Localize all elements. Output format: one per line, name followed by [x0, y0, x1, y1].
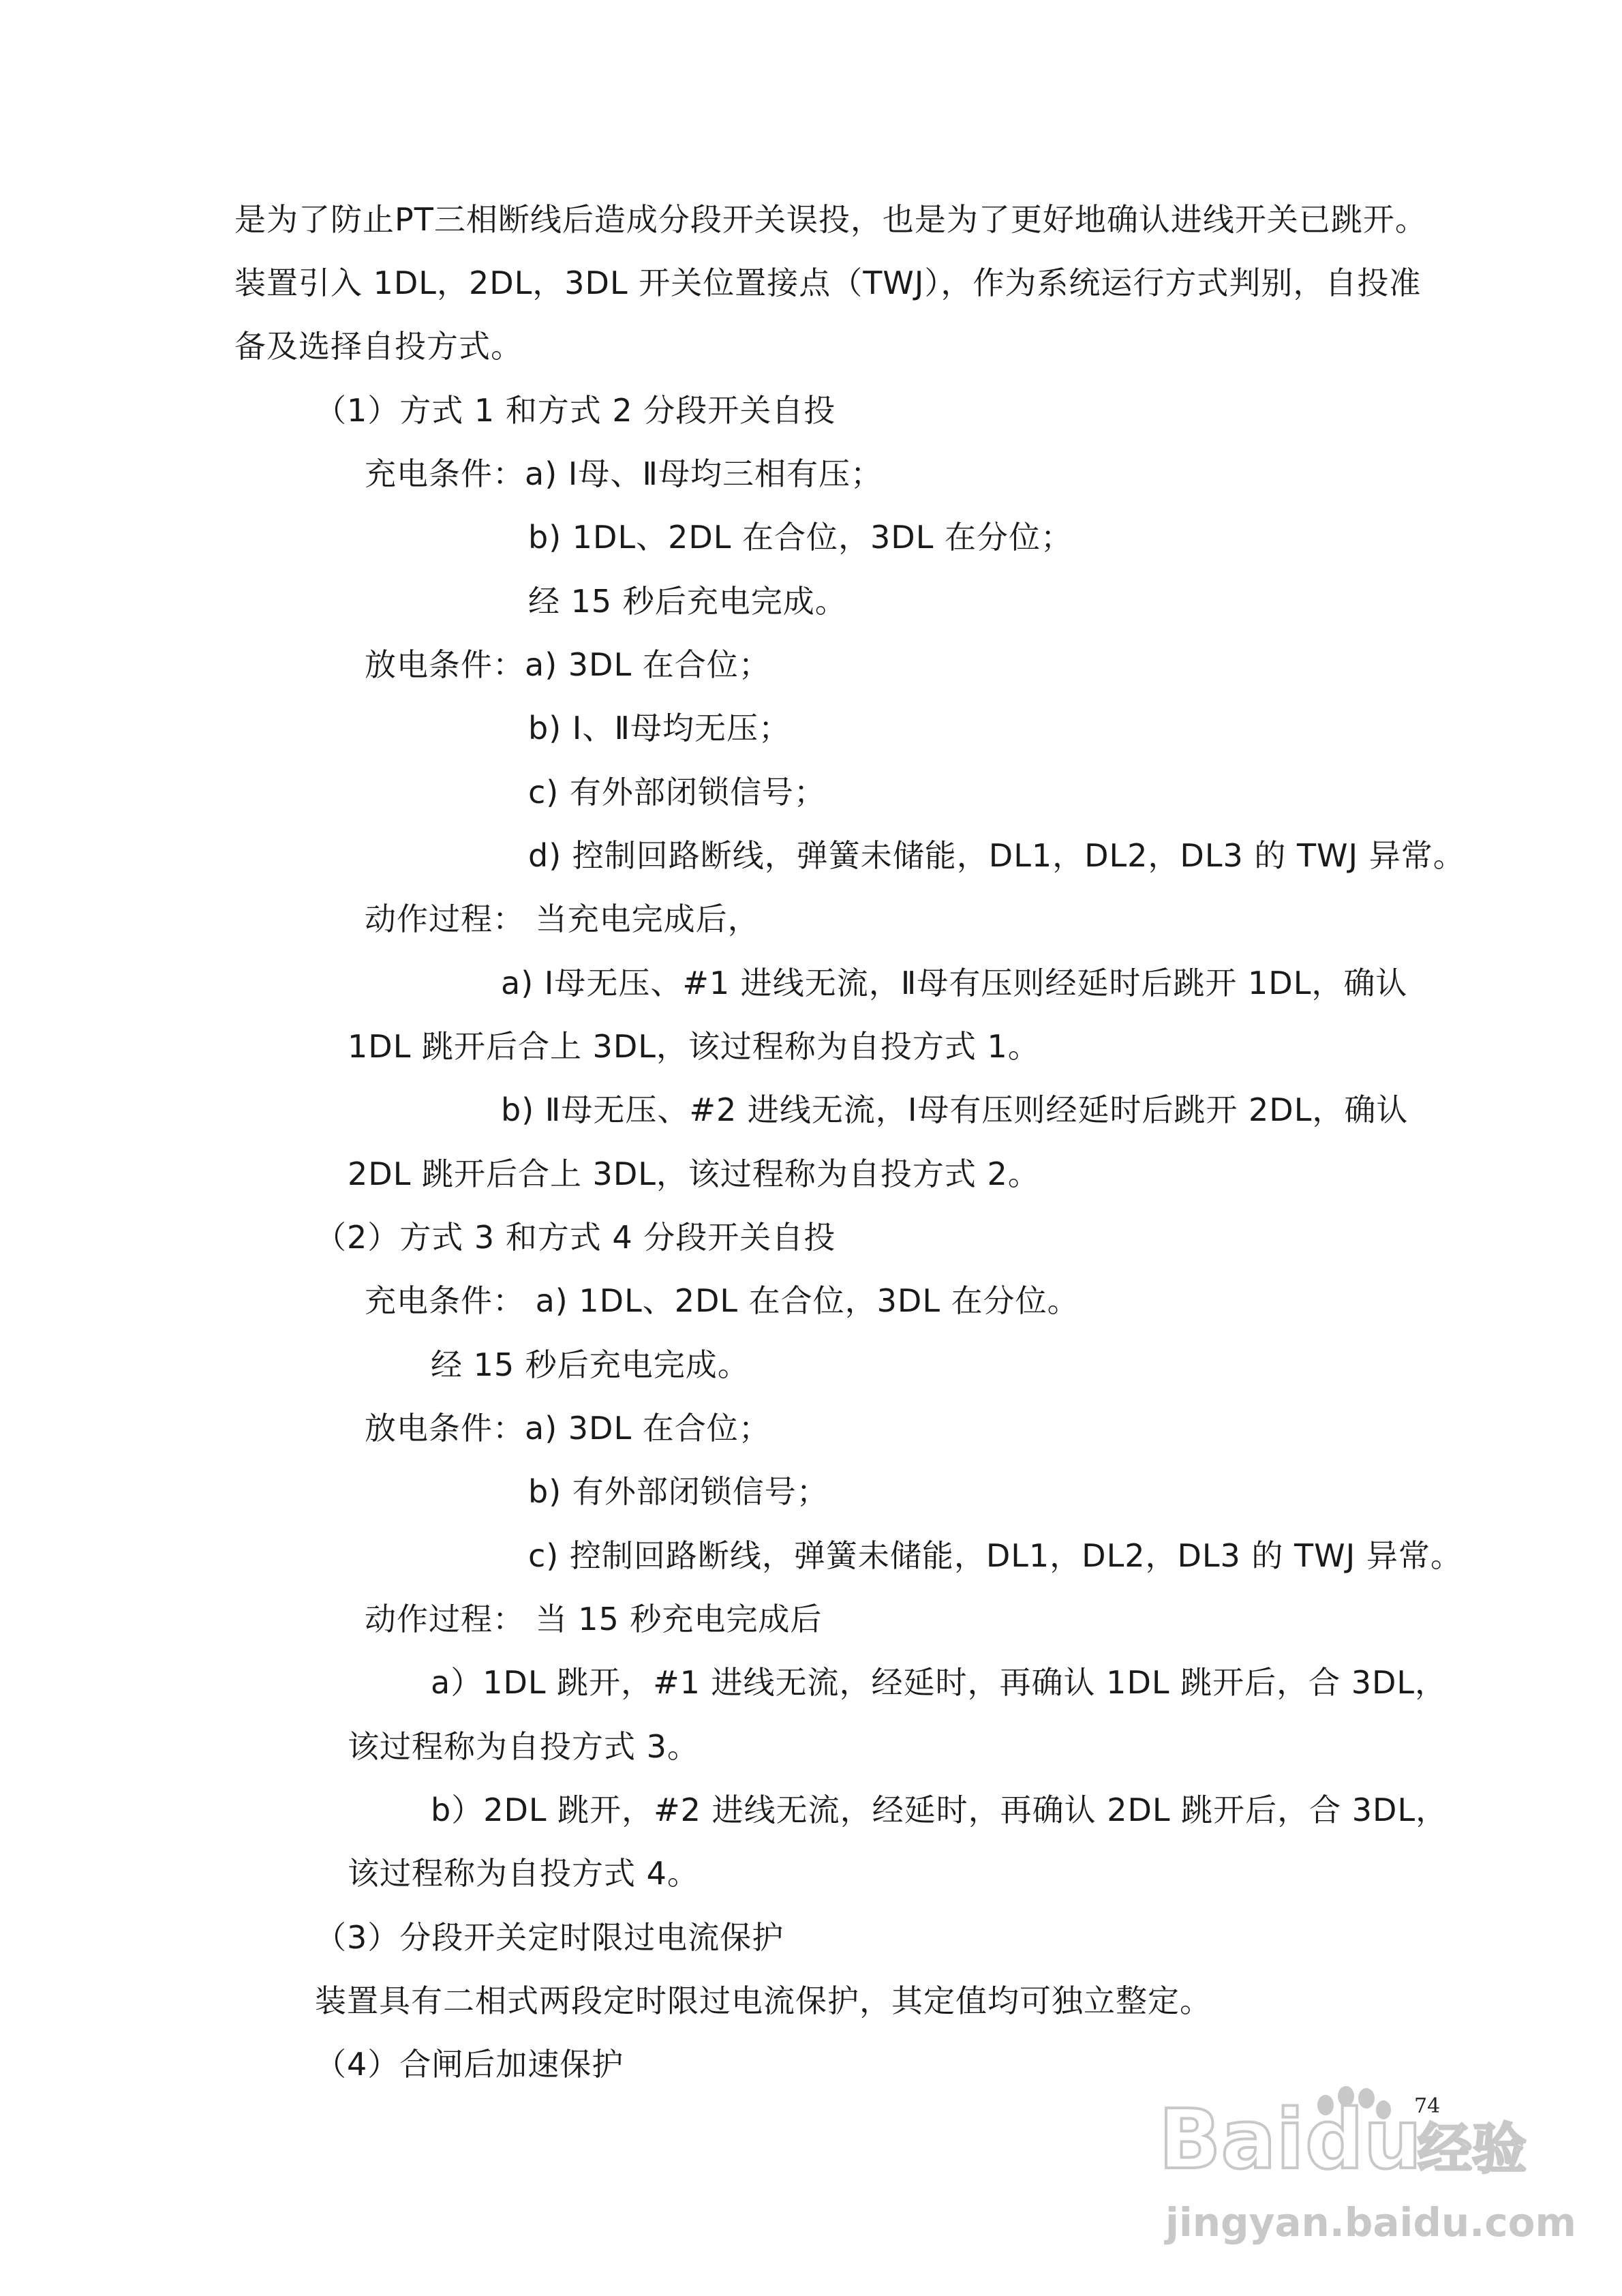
text-line: b) Ⅰ、Ⅱ母均无压；	[528, 710, 791, 746]
section-heading: （2）方式 3 和方式 4 分段开关自投	[315, 1219, 836, 1256]
text-line: 经 15 秒后充电完成。	[431, 1346, 750, 1383]
text-line: 是为了防止PT三相断线后造成分段开关误投，也是为了更好地确认进线开关已跳开。	[234, 201, 1427, 238]
text-line: b) 1DL、2DL 在合位，3DL 在分位；	[528, 519, 1073, 556]
text-line: 1DL 跳开后合上 3DL，该过程称为自投方式 1。	[348, 1028, 1040, 1065]
text-line: 备及选择自投方式。	[234, 328, 523, 365]
text-line: b) 有外部闭锁信号；	[528, 1473, 829, 1510]
text-line: d) 控制回路断线，弹簧未储能，DL1，DL2，DL3 的 TWJ 异常。	[528, 837, 1465, 874]
page-number: 74	[1414, 2094, 1441, 2118]
text-line: a）1DL 跳开，#1 进线无流，经延时，再确认 1DL 跳开后，合 3DL，	[431, 1664, 1448, 1701]
text-line: 该过程称为自投方式 3。	[348, 1728, 699, 1765]
text-line: 经 15 秒后充电完成。	[528, 583, 847, 620]
text-line: b) Ⅱ母无压、#2 进线无流，Ⅰ母有压则经延时后跳开 2DL，确认	[501, 1091, 1409, 1128]
text-line: 该过程称为自投方式 4。	[348, 1855, 699, 1892]
text-line: b）2DL 跳开，#2 进线无流，经延时，再确认 2DL 跳开后，合 3DL，	[431, 1792, 1448, 1828]
text-line: 充电条件： a) 1DL、2DL 在合位，3DL 在分位。	[365, 1282, 1080, 1319]
watermark-brand: Bai	[1159, 2093, 1304, 2188]
text-line: c) 有外部闭锁信号；	[528, 774, 826, 811]
text-line: 动作过程： 当 15 秒充电完成后	[365, 1601, 823, 1637]
watermark-url: jingyan.baidu.com	[1165, 2199, 1576, 2246]
text-line: 放电条件：a) 3DL 在合位；	[365, 1410, 771, 1447]
section-heading: （3）分段开关定时限过电流保护	[315, 1919, 784, 1956]
watermark-cn: 经验	[1418, 2117, 1527, 2181]
section-heading: （1）方式 1 和方式 2 分段开关自投	[315, 392, 836, 429]
text-line: 装置引入 1DL，2DL，3DL 开关位置接点（TWJ），作为系统运行方式判别，自投准	[234, 265, 1422, 301]
section-heading: （4）合闸后加速保护	[315, 2046, 624, 2083]
text-line: 动作过程： 当充电完成后，	[365, 901, 760, 937]
text-line: 充电条件：a) Ⅰ母、Ⅱ母均三相有压；	[365, 455, 883, 492]
text-line: c) 控制回路断线，弹簧未储能，DL1，DL2，DL3 的 TWJ 异常。	[528, 1537, 1463, 1574]
watermark-brand-2: du	[1305, 2093, 1422, 2188]
baidu-jingyan-watermark	[1152, 2066, 1576, 2270]
text-line: 2DL 跳开后合上 3DL，该过程称为自投方式 2。	[348, 1155, 1040, 1192]
text-line: 放电条件：a) 3DL 在合位；	[365, 646, 771, 683]
text-line: a) Ⅰ母无压、#1 进线无流，Ⅱ母有压则经延时后跳开 1DL，确认	[501, 965, 1408, 1001]
text-line: 装置具有二相式两段定时限过电流保护，其定值均可独立整定。	[315, 1982, 1212, 2019]
